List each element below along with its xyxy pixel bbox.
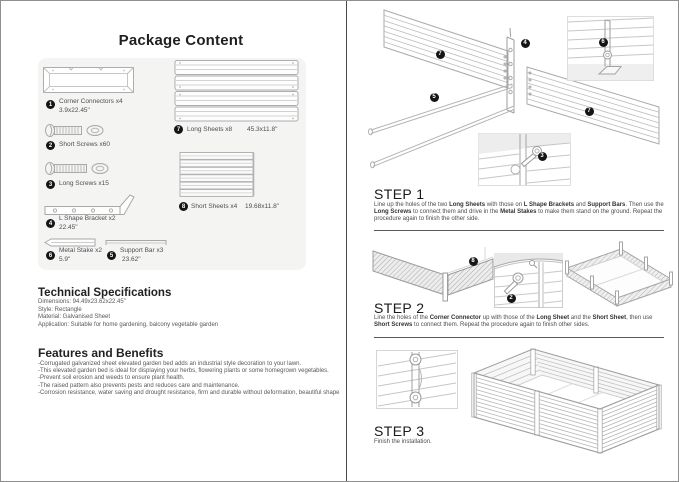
long-screw-drawing xyxy=(44,160,110,177)
spec-line: Dimensions: 94.49x23.62x22.45" xyxy=(38,299,126,305)
step2-frame-outline xyxy=(563,239,675,307)
short-sheets-drawing xyxy=(179,152,255,198)
step1-illustration xyxy=(361,5,673,185)
step3-body: Finish the installation. xyxy=(374,439,432,445)
step1-badge-long-sheets-left: 7 xyxy=(436,50,445,59)
part-label-long-screws: Long Screws x15 xyxy=(59,180,109,187)
part-badge-metal-stake: 6 xyxy=(46,251,55,260)
part-label-corner-connectors: Corner Connectors x4 3.9x22.45" xyxy=(59,98,123,114)
step3-title: STEP 3 xyxy=(374,423,425,439)
part-badge-long-screws: 3 xyxy=(46,180,55,189)
step2-corner-assembly xyxy=(367,243,495,305)
feature-line: -Corrugated galvanized sheet elevated garden bed adds an industrial style decoration to your lawn. xyxy=(38,361,302,367)
spec-line: Material: Galvanised Sheet xyxy=(38,314,111,320)
step2-badge-short-screws: 2 xyxy=(507,294,516,303)
part-badge-long-sheets: 7 xyxy=(174,125,183,134)
spec-line: Application: Suitable for home gardening, balcony vegetable garden xyxy=(38,321,219,328)
part-label-long-sheets: Long Sheets x8 xyxy=(187,126,233,133)
step1-badge-support-bar: 5 xyxy=(430,93,439,102)
step1-title: STEP 1 xyxy=(374,186,425,202)
short-screw-drawing xyxy=(44,122,106,139)
features-title: Features and Benefits xyxy=(38,346,164,360)
part-label-short-sheets: Short Sheets x4 xyxy=(191,203,238,210)
step2-screw-inset xyxy=(494,253,563,308)
feature-line: -This elevated garden bed is ideal for displaying your herbs, flowering plants or some homegrown vegetables. xyxy=(38,368,329,375)
tech-specs-title: Technical Specifications xyxy=(38,287,172,299)
part-badge-l-bracket: 4 xyxy=(46,219,55,228)
step3-screw-inset xyxy=(376,350,458,409)
step1-badge-long-sheets-right: 7 xyxy=(585,107,594,116)
step1-body: Line up the holes of the two Long Sheets with those on L Shape Brackets and Support Bars. Then use the Long Screws to connect them and drive in the Metal Stakes to make them stand on the ground. Repeat the procedure again to finish the other side. xyxy=(374,202,664,223)
part-label-support-bar: Support Bar x3 23.62" xyxy=(120,247,164,263)
panel-divider xyxy=(346,1,347,482)
part-size-long-sheets: 45.3x11.8" xyxy=(247,126,278,133)
spec-line: Style: Rectangle xyxy=(38,306,82,313)
part-badge-short-sheets: 8 xyxy=(179,202,188,211)
step2-rule xyxy=(374,337,664,338)
step1-badge-metal-stake: 6 xyxy=(599,38,608,47)
page-title: Package Content xyxy=(118,32,244,49)
step2-title: STEP 2 xyxy=(374,300,425,316)
step2-body: Line the holes of the Corner Connector up with those of the Long Sheet and the Short Sheet, then use Short Screws to connect them. Repeat the procedure again to finish other sides. xyxy=(374,315,653,329)
feature-line: -The raised pattern also prevents pests and reduces care and maintenance. xyxy=(38,382,240,389)
step1-badge-l-bracket: 4 xyxy=(521,39,530,48)
part-badge-short-screws: 2 xyxy=(46,141,55,150)
long-sheets-drawing xyxy=(174,60,299,123)
tech-specs-lines xyxy=(38,299,338,329)
part-size-short-sheets: 19.68x11.8" xyxy=(245,203,279,210)
part-label-metal-stake: Metal Stake x2 5.9" xyxy=(59,247,102,263)
step3-finished-bed xyxy=(463,342,677,482)
feature-line: -Prevent soil erosion and weeds to ensure plant health. xyxy=(38,375,185,382)
metal-stake-drawing xyxy=(44,238,96,247)
part-label-l-bracket: L Shape Bracket x2 22.45" xyxy=(59,215,116,231)
part-badge-support-bar: 5 xyxy=(107,251,116,260)
corner-connector-drawing xyxy=(41,64,136,97)
step1-badge-long-screws: 3 xyxy=(538,152,547,161)
features-lines xyxy=(38,361,340,397)
step2-badge-short-sheets: 8 xyxy=(469,257,478,266)
step1-rule xyxy=(374,230,664,231)
part-badge-corner-connectors: 1 xyxy=(46,100,55,109)
part-label-short-screws: Short Screws x60 xyxy=(59,141,110,148)
feature-line: -Corrosion resistance, water saving and drought resistance, firm and durable without deformation, beautiful shape xyxy=(38,389,340,396)
support-bar-drawing xyxy=(105,238,167,247)
